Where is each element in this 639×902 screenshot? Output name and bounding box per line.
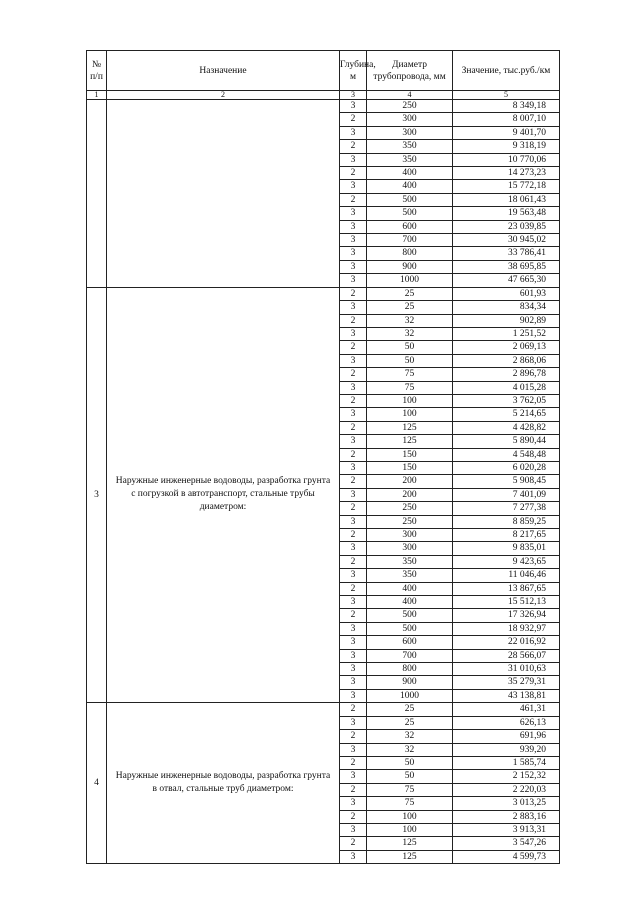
diameter-cell: 50 <box>367 341 453 354</box>
diameter-cell: 400 <box>367 596 453 609</box>
depth-cell: 2 <box>340 810 367 823</box>
value-cell: 2 220,03 <box>453 783 560 796</box>
depth-cell: 2 <box>340 193 367 206</box>
value-cell: 3 762,05 <box>453 394 560 407</box>
value-cell: 4 599,73 <box>453 850 560 863</box>
value-cell: 11 046,46 <box>453 569 560 582</box>
depth-cell: 3 <box>340 797 367 810</box>
depth-cell: 3 <box>340 850 367 863</box>
diameter-cell: 500 <box>367 207 453 220</box>
value-cell: 902,89 <box>453 314 560 327</box>
header-purpose: Назначение <box>107 51 340 91</box>
diameter-cell: 100 <box>367 394 453 407</box>
value-cell: 23 039,85 <box>453 220 560 233</box>
value-cell: 19 563,48 <box>453 207 560 220</box>
table-row <box>87 703 560 716</box>
column-number: 5 <box>453 91 560 100</box>
diameter-cell: 25 <box>367 287 453 300</box>
diameter-cell: 300 <box>367 126 453 139</box>
header-diameter: Диаметр трубопровода, мм <box>367 51 453 91</box>
value-cell: 3 913,31 <box>453 823 560 836</box>
diameter-cell: 150 <box>367 448 453 461</box>
value-cell: 15 512,13 <box>453 596 560 609</box>
diameter-cell: 600 <box>367 636 453 649</box>
diameter-cell: 300 <box>367 542 453 555</box>
depth-cell: 2 <box>340 394 367 407</box>
depth-cell: 2 <box>340 314 367 327</box>
value-cell: 2 896,78 <box>453 368 560 381</box>
value-cell: 7 277,38 <box>453 502 560 515</box>
depth-cell: 3 <box>340 663 367 676</box>
column-number-row <box>87 91 560 100</box>
diameter-cell: 25 <box>367 301 453 314</box>
value-cell: 939,20 <box>453 743 560 756</box>
column-number: 4 <box>367 91 453 100</box>
column-number: 3 <box>340 91 367 100</box>
diameter-cell: 500 <box>367 622 453 635</box>
value-cell: 834,34 <box>453 301 560 314</box>
diameter-cell: 100 <box>367 823 453 836</box>
depth-cell: 2 <box>340 421 367 434</box>
diameter-cell: 125 <box>367 850 453 863</box>
depth-cell: 3 <box>340 247 367 260</box>
value-cell: 601,93 <box>453 287 560 300</box>
value-cell: 30 945,02 <box>453 234 560 247</box>
diameter-cell: 700 <box>367 234 453 247</box>
value-cell: 9 423,65 <box>453 555 560 568</box>
value-cell: 10 770,06 <box>453 153 560 166</box>
diameter-cell: 350 <box>367 153 453 166</box>
diameter-cell: 400 <box>367 582 453 595</box>
item-number <box>87 100 107 288</box>
diameter-cell: 50 <box>367 770 453 783</box>
depth-cell: 2 <box>340 730 367 743</box>
diameter-cell: 150 <box>367 461 453 474</box>
diameter-cell: 125 <box>367 837 453 850</box>
diameter-cell: 1000 <box>367 689 453 702</box>
column-number: 2 <box>107 91 340 100</box>
depth-cell: 2 <box>340 703 367 716</box>
value-cell: 17 326,94 <box>453 609 560 622</box>
value-cell: 2 069,13 <box>453 341 560 354</box>
value-cell: 2 883,16 <box>453 810 560 823</box>
value-cell: 2 152,32 <box>453 770 560 783</box>
depth-cell: 3 <box>340 622 367 635</box>
depth-cell: 2 <box>340 287 367 300</box>
depth-cell: 3 <box>340 542 367 555</box>
depth-cell: 3 <box>340 260 367 273</box>
diameter-cell: 25 <box>367 716 453 729</box>
diameter-cell: 32 <box>367 730 453 743</box>
value-cell: 461,31 <box>453 703 560 716</box>
table-row <box>87 100 560 113</box>
value-cell: 47 665,30 <box>453 274 560 287</box>
depth-cell: 3 <box>340 488 367 501</box>
depth-cell: 2 <box>340 368 367 381</box>
column-number: 1 <box>87 91 107 100</box>
value-cell: 1 585,74 <box>453 756 560 769</box>
diameter-cell: 250 <box>367 502 453 515</box>
diameter-cell: 75 <box>367 368 453 381</box>
depth-cell: 3 <box>340 220 367 233</box>
depth-cell: 3 <box>340 327 367 340</box>
depth-cell: 2 <box>340 529 367 542</box>
diameter-cell: 125 <box>367 435 453 448</box>
value-cell: 38 695,85 <box>453 260 560 273</box>
table-row <box>87 287 560 300</box>
item-number: 3 <box>87 287 107 703</box>
value-cell: 3 547,26 <box>453 837 560 850</box>
depth-cell: 3 <box>340 461 367 474</box>
depth-cell: 2 <box>340 783 367 796</box>
depth-cell: 3 <box>340 435 367 448</box>
value-cell: 9 835,01 <box>453 542 560 555</box>
diameter-cell: 300 <box>367 113 453 126</box>
value-cell: 5 214,65 <box>453 408 560 421</box>
diameter-cell: 400 <box>367 167 453 180</box>
value-cell: 9 318,19 <box>453 140 560 153</box>
diameter-cell: 400 <box>367 180 453 193</box>
depth-cell: 3 <box>340 743 367 756</box>
depth-cell: 3 <box>340 100 367 113</box>
depth-cell: 3 <box>340 274 367 287</box>
value-cell: 14 273,23 <box>453 167 560 180</box>
diameter-cell: 350 <box>367 140 453 153</box>
depth-cell: 3 <box>340 381 367 394</box>
diameter-cell: 50 <box>367 354 453 367</box>
value-cell: 18 932,97 <box>453 622 560 635</box>
diameter-cell: 500 <box>367 193 453 206</box>
depth-cell: 3 <box>340 649 367 662</box>
depth-cell: 3 <box>340 126 367 139</box>
depth-cell: 3 <box>340 153 367 166</box>
depth-cell: 3 <box>340 676 367 689</box>
depth-cell: 3 <box>340 180 367 193</box>
value-cell: 22 016,92 <box>453 636 560 649</box>
diameter-cell: 250 <box>367 515 453 528</box>
depth-cell: 3 <box>340 207 367 220</box>
item-description: Наружные инженерные водоводы, разработка грунта в отвал, стальные труб диаметром: <box>107 703 340 864</box>
diameter-cell: 250 <box>367 100 453 113</box>
diameter-cell: 75 <box>367 783 453 796</box>
value-cell: 43 138,81 <box>453 689 560 702</box>
diameter-cell: 600 <box>367 220 453 233</box>
diameter-cell: 100 <box>367 408 453 421</box>
diameter-cell: 800 <box>367 247 453 260</box>
depth-cell: 3 <box>340 823 367 836</box>
header-num: № п/п <box>87 51 107 91</box>
item-description <box>107 100 340 288</box>
diameter-cell: 900 <box>367 676 453 689</box>
value-cell: 28 566,07 <box>453 649 560 662</box>
depth-cell: 2 <box>340 167 367 180</box>
value-cell: 18 061,43 <box>453 193 560 206</box>
diameter-cell: 50 <box>367 756 453 769</box>
depth-cell: 3 <box>340 569 367 582</box>
diameter-cell: 200 <box>367 488 453 501</box>
diameter-cell: 25 <box>367 703 453 716</box>
value-cell: 35 279,31 <box>453 676 560 689</box>
value-cell: 9 401,70 <box>453 126 560 139</box>
value-cell: 8 007,10 <box>453 113 560 126</box>
depth-cell: 2 <box>340 502 367 515</box>
header-depth: Глубина, м <box>340 51 367 91</box>
depth-cell: 3 <box>340 301 367 314</box>
value-cell: 5 908,45 <box>453 475 560 488</box>
value-cell: 31 010,63 <box>453 663 560 676</box>
value-cell: 13 867,65 <box>453 582 560 595</box>
value-cell: 1 251,52 <box>453 327 560 340</box>
item-number: 4 <box>87 703 107 864</box>
depth-cell: 2 <box>340 475 367 488</box>
diameter-cell: 1000 <box>367 274 453 287</box>
depth-cell: 3 <box>340 596 367 609</box>
diameter-cell: 100 <box>367 810 453 823</box>
depth-cell: 2 <box>340 341 367 354</box>
value-cell: 4 428,82 <box>453 421 560 434</box>
depth-cell: 3 <box>340 636 367 649</box>
diameter-cell: 125 <box>367 421 453 434</box>
value-cell: 33 786,41 <box>453 247 560 260</box>
item-description: Наружные инженерные водоводы, разработка грунта с погрузкой в автотранспорт, стальные трубы диаметром: <box>107 287 340 703</box>
value-cell: 8 217,65 <box>453 529 560 542</box>
diameter-cell: 300 <box>367 529 453 542</box>
depth-cell: 3 <box>340 354 367 367</box>
value-cell: 5 890,44 <box>453 435 560 448</box>
depth-cell: 3 <box>340 408 367 421</box>
diameter-cell: 32 <box>367 314 453 327</box>
value-cell: 4 015,28 <box>453 381 560 394</box>
value-cell: 626,13 <box>453 716 560 729</box>
value-cell: 4 548,48 <box>453 448 560 461</box>
depth-cell: 2 <box>340 140 367 153</box>
value-cell: 7 401,09 <box>453 488 560 501</box>
diameter-cell: 350 <box>367 555 453 568</box>
diameter-cell: 500 <box>367 609 453 622</box>
diameter-cell: 32 <box>367 327 453 340</box>
diameter-cell: 32 <box>367 743 453 756</box>
rates-table <box>86 50 560 864</box>
diameter-cell: 75 <box>367 381 453 394</box>
depth-cell: 2 <box>340 609 367 622</box>
depth-cell: 3 <box>340 716 367 729</box>
depth-cell: 2 <box>340 113 367 126</box>
value-cell: 691,96 <box>453 730 560 743</box>
header-row <box>87 51 560 91</box>
diameter-cell: 800 <box>367 663 453 676</box>
value-cell: 15 772,18 <box>453 180 560 193</box>
value-cell: 8 349,18 <box>453 100 560 113</box>
value-cell: 6 020,28 <box>453 461 560 474</box>
depth-cell: 2 <box>340 448 367 461</box>
diameter-cell: 700 <box>367 649 453 662</box>
diameter-cell: 75 <box>367 797 453 810</box>
depth-cell: 3 <box>340 234 367 247</box>
depth-cell: 2 <box>340 555 367 568</box>
depth-cell: 3 <box>340 770 367 783</box>
depth-cell: 2 <box>340 837 367 850</box>
header-value: Значение, тыс.руб./км <box>453 51 560 91</box>
value-cell: 8 859,25 <box>453 515 560 528</box>
value-cell: 3 013,25 <box>453 797 560 810</box>
value-cell: 2 868,06 <box>453 354 560 367</box>
depth-cell: 3 <box>340 515 367 528</box>
depth-cell: 2 <box>340 582 367 595</box>
depth-cell: 3 <box>340 689 367 702</box>
diameter-cell: 900 <box>367 260 453 273</box>
diameter-cell: 350 <box>367 569 453 582</box>
depth-cell: 2 <box>340 756 367 769</box>
diameter-cell: 200 <box>367 475 453 488</box>
table-body <box>87 51 560 864</box>
